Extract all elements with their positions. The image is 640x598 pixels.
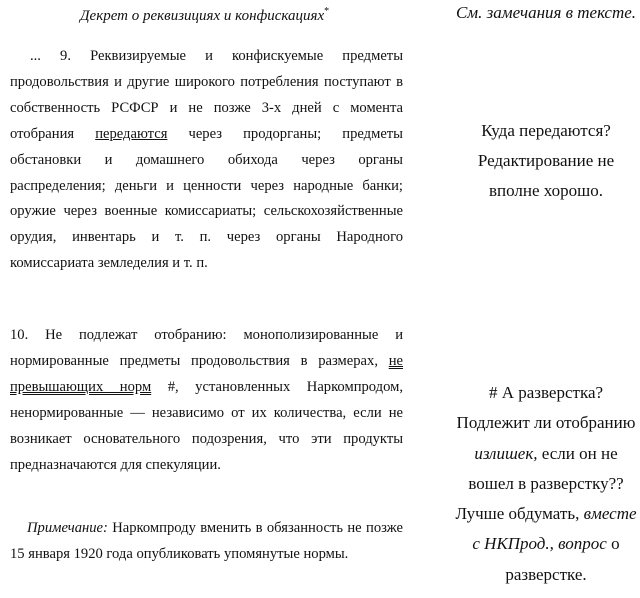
paragraph-9-text-b: через продорганы; предметы обстановки и домашнего обихода через органы распределения; деньги и ценности через народные банки; оружие через военные комиссариаты; сельскохозяйственные орудия, инвентарь и т. п. через органы Народного комиссариата земледелия и т. п. bbox=[10, 125, 403, 272]
underlined-word: передаются bbox=[95, 125, 168, 142]
note-text: Наркомпроду вменить в обязанность не позже 15 января 1920 года опубликовать упомянутые нормы. bbox=[10, 520, 403, 562]
paragraph-10 bbox=[10, 323, 403, 478]
document-title bbox=[80, 6, 380, 25]
margin-note-3-italic-1: излишек, bbox=[474, 443, 538, 463]
note-label: Примечание: bbox=[27, 520, 108, 536]
margin-note-3-text-b: если он не вошел в разверстку?? Лучше обдумать, bbox=[455, 443, 624, 524]
margin-note-2: Куда передаются? Редактирование не вполне хорошо. bbox=[477, 121, 615, 200]
title-text: Декрет о реквизициях и конфискациях bbox=[80, 8, 325, 24]
note-paragraph bbox=[10, 516, 403, 568]
margin-note-3-italic-2: вместе с НКПрод., вопрос bbox=[472, 504, 637, 554]
margin-note-3 bbox=[452, 378, 640, 590]
paragraph-9-text-a: ... 9. Реквизируемые и конфискуемые предметы продовольствия и другие широкого потребления поступают в собственность РСФСР и не позже 3-х дней с момента отобрания bbox=[10, 48, 403, 142]
paragraph-10-text-b: #, установленных Наркомпродом, ненормированные — независимо от их количества, если не возникает основательного подозрения, что эти продукты предназначаются для спекуляции. bbox=[10, 378, 404, 473]
double-underlined-phrase: не превышающих норм bbox=[10, 352, 403, 395]
margin-note-1: См. замечания в тексте. bbox=[455, 3, 637, 22]
paragraph-9 bbox=[10, 44, 403, 277]
margin-note-3-text-c: о разверстке. bbox=[505, 534, 620, 584]
margin-note-3-text-a: # А разверстка? Подлежит ли отобранию bbox=[456, 383, 636, 433]
paragraph-10-text-a: 10. Не подлежат отобранию: монополизированные и нормированные предметы продовольствия в размерах, bbox=[10, 327, 403, 369]
title-footnote-mark: * bbox=[324, 6, 330, 17]
